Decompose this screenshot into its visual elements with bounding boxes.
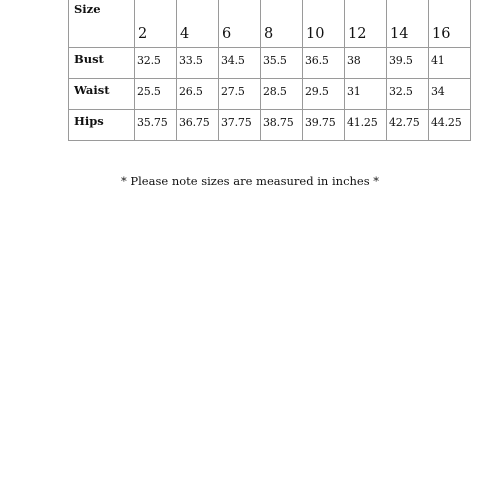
table-cell: 35.75	[135, 110, 177, 141]
size-chart-table	[68, 0, 471, 141]
table-cell: 41.25	[345, 110, 387, 141]
table-cell: 39.75	[303, 110, 345, 141]
table-cell: 28.5	[261, 79, 303, 110]
table-cell: 29.5	[303, 79, 345, 110]
table-cell: 41	[429, 48, 471, 79]
table-cell: 44.25	[429, 110, 471, 141]
table-cell: 42.75	[387, 110, 429, 141]
table-cell: 36.75	[177, 110, 219, 141]
row-label-hips: Hips	[69, 110, 135, 141]
size-header-cell: 12	[345, 0, 387, 48]
table-row-hips	[69, 110, 471, 141]
table-cell: 26.5	[177, 79, 219, 110]
table-cell: 38.75	[261, 110, 303, 141]
table-cell: 34	[429, 79, 471, 110]
size-header-cell: 4	[177, 0, 219, 48]
table-cell: 36.5	[303, 48, 345, 79]
table-row-bust	[69, 48, 471, 79]
size-header-row	[69, 0, 471, 48]
table-cell: 33.5	[177, 48, 219, 79]
size-header-cell: 6	[219, 0, 261, 48]
table-cell: 25.5	[135, 79, 177, 110]
row-label-waist: Waist	[69, 79, 135, 110]
table-cell: 32.5	[387, 79, 429, 110]
table-row-waist	[69, 79, 471, 110]
table-cell: 27.5	[219, 79, 261, 110]
measurement-note: * Please note sizes are measured in inches *	[120, 174, 380, 188]
size-header-label: Size	[69, 0, 135, 48]
size-header-cell: 10	[303, 0, 345, 48]
size-header-cell: 8	[261, 0, 303, 48]
size-header-cell: 14	[387, 0, 429, 48]
row-label-bust: Bust	[69, 48, 135, 79]
table-cell: 31	[345, 79, 387, 110]
table-cell: 34.5	[219, 48, 261, 79]
size-header-cell: 16	[429, 0, 471, 48]
table-cell: 35.5	[261, 48, 303, 79]
table-cell: 38	[345, 48, 387, 79]
table-cell: 39.5	[387, 48, 429, 79]
size-header-cell: 2	[135, 0, 177, 48]
table-cell: 32.5	[135, 48, 177, 79]
table-cell: 37.75	[219, 110, 261, 141]
